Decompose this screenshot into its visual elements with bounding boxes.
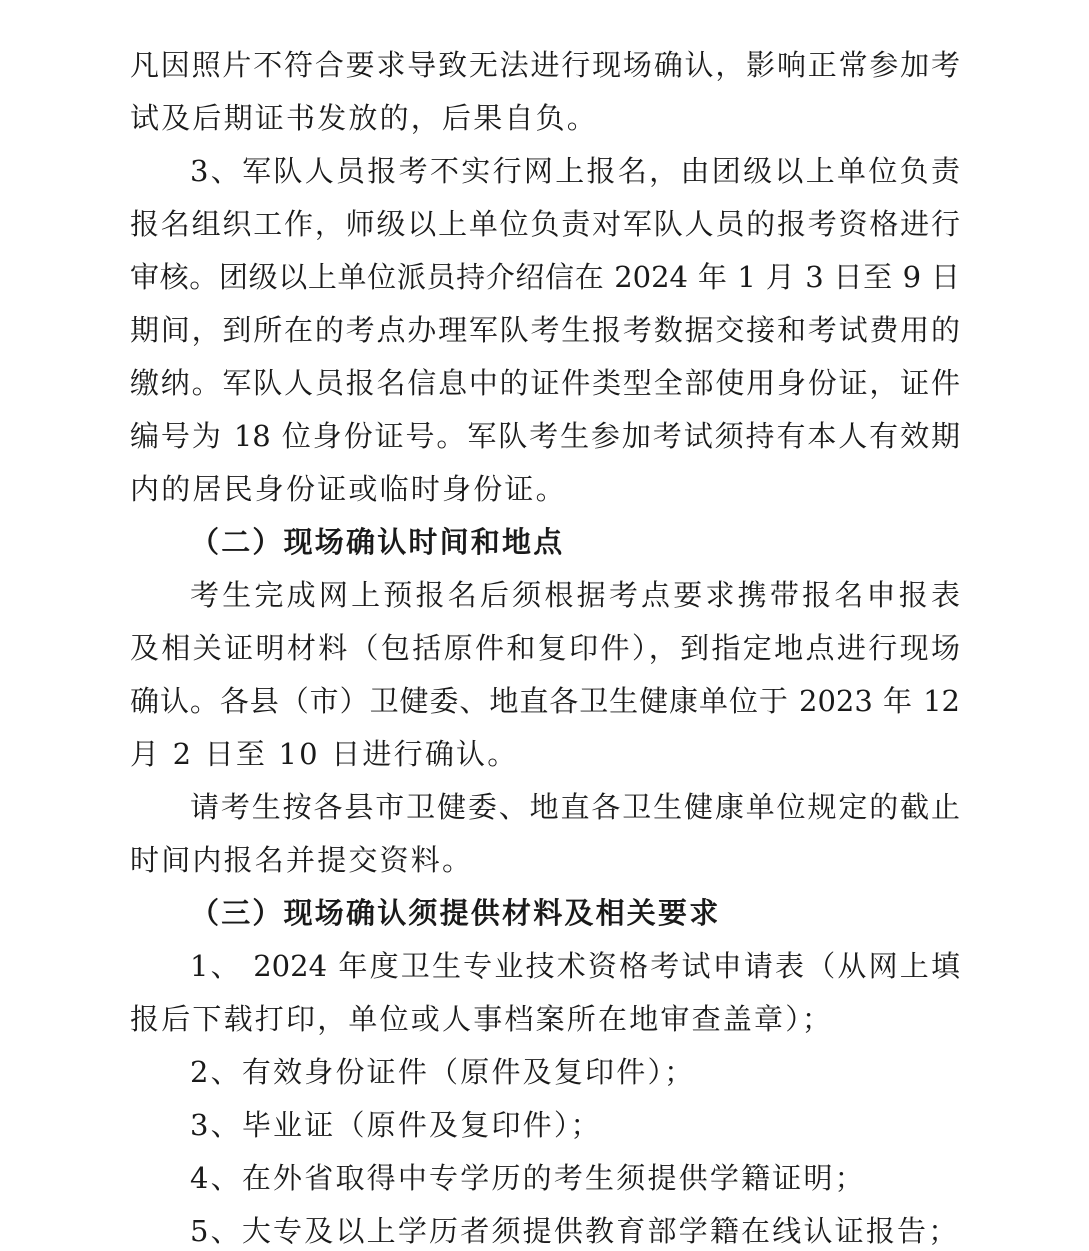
text-line: 报名组织工作，师级以上单位负责对军队人员的报考资格进行 <box>130 207 960 241</box>
text-line: 试及后期证书发放的，后果自负。 <box>130 101 599 135</box>
text-line: 3、军队人员报考不实行网上报名，由团级以上单位负责 <box>190 154 960 188</box>
list-item: 5、大专及以上学历者须提供教育部学籍在线认证报告； <box>190 1214 960 1248</box>
text-line: 凡因照片不符合要求导致无法进行现场确认，影响正常参加考 <box>130 48 960 82</box>
text-line: 缴纳。军队人员报名信息中的证件类型全部使用身份证，证件 <box>130 366 960 400</box>
text-line: 及相关证明材料（包括原件和复印件），到指定地点进行现场 <box>130 631 960 665</box>
section-heading: （二）现场确认时间和地点 <box>190 525 565 559</box>
list-item: 2、有效身份证件（原件及复印件）； <box>190 1055 696 1089</box>
text-line: 请考生按各县市卫健委、地直各卫生健康单位规定的截止 <box>190 790 960 824</box>
text-line: 考生完成网上预报名后须根据考点要求携带报名申报表 <box>190 578 960 612</box>
list-item: 4、在外省取得中专学历的考生须提供学籍证明； <box>190 1161 866 1195</box>
text-line: 内的居民身份证或临时身份证。 <box>130 472 567 506</box>
text-line: 期间，到所在的考点办理军队考生报考数据交接和考试费用的 <box>130 313 960 347</box>
section-heading: （三）现场确认须提供材料及相关要求 <box>190 896 721 930</box>
text-line: 时间内报名并提交资料。 <box>130 843 474 877</box>
text-line: 编号为 18 位身份证号。军队考生参加考试须持有本人有效期 <box>130 419 960 453</box>
text-line: 报后下载打印，单位或人事档案所在地审查盖章）； <box>130 1002 834 1036</box>
text-line: 审核。团级以上单位派员持介绍信在 2024 年 1 月 3 日至 9 日 <box>130 260 960 294</box>
list-item: 1、 2024 年度卫生专业技术资格考试申请表（从网上填 <box>190 949 960 983</box>
text-line: 月 2 日至 10 日进行确认。 <box>130 737 519 771</box>
list-item: 3、毕业证（原件及复印件）； <box>190 1108 602 1142</box>
text-line: 确认。各县（市）卫健委、地直各卫生健康单位于 2023 年 12 <box>130 684 960 718</box>
